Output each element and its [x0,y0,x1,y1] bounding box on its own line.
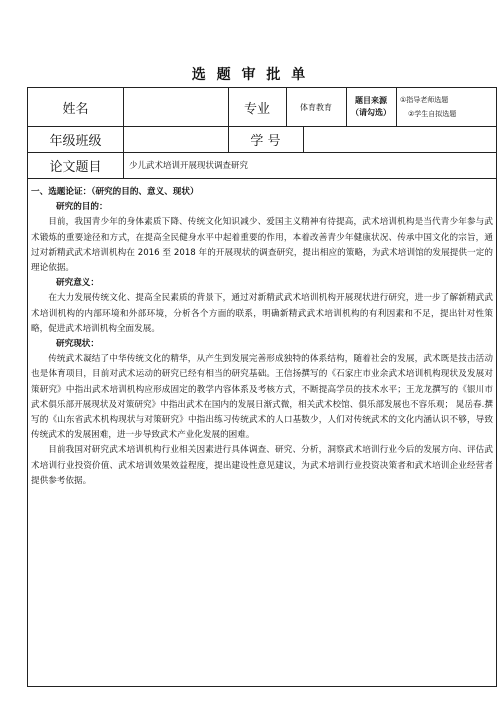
status-heading: 研究现状： [56,339,99,350]
grade-class-label: 年级班级 [49,133,102,149]
topic-argument-section [31,185,493,489]
option-self-topic[interactable]: ②学生自拟选题 [408,110,457,118]
closing-paragraph: 目前我国对研究武术培训机构行业相关因素进行具体调查、研究、分析，洞察武术培训行业今后的发展方向、评估武术培训行业投资价值、武术培训效果效益程度，提出建设性意见建议，为武术培训行业投资决策者和武术培训企业经营者提供参考依据。 [31,445,493,486]
name-field[interactable] [123,88,228,126]
approval-form-table [27,87,497,687]
major-value: 体育教育 [300,102,332,112]
option-advisor-topic[interactable]: ①指导老师选题 [400,96,449,104]
purpose-paragraph: 目前，我国青少年的身体素质下降、传统文化知识减少、爱国主义精神有待提高，武术培训机构是当代青少年参与武术锻炼的重要途径和方式，在提高全民健身水平中起着重要的作用，本着改善青少年健康状况、传承中国文化的宗旨，通过对新精武武术培训机构在 2016 至 2018 年的开展现状的调查研究，提出相应的策略，为武术培训馆的发展提供一定的理论依据。 [31,217,493,274]
purpose-heading: 研究的目的： [56,202,108,213]
topic-source-options [396,88,498,126]
student-id-field[interactable] [303,126,498,152]
student-id-label: 学 号 [250,133,281,149]
topic-source-label: 题目来源（请勾选） [351,96,391,117]
section-heading: 一、选题论证：（研究的目的、意义、现状） [31,187,199,197]
form-title: 选 题 审 批 单 [191,67,309,83]
status-paragraph: 传统武术凝结了中华传统文化的精华，从产生到发展完善形成独特的体系结构，随着社会的发展，武术既是技击活动也是体育项目，目前对武术运动的研究已经有相当的研究基础。王信扬撰写的《石家庄市业余武术培训机构现状及发展对策研究》中指出武术培训机构应形成固定的教学内容体系及考核方式，不断提高学员的技术水平；王龙龙撰写的《银川市武术俱乐部开展现状及对策研究》中指出武术在国内的发展日渐式微，相关武术校馆、俱乐部发展也不容乐观； 晁岳春.撰写的《山东省武术机构现状与对策研究》中指出练习传统武术的人口基数少，人们对传统武术的文化内涵认识不够，导致传统武术的发展困难，进一步导致武术产业化发展的困难。 [31,354,493,441]
significance-paragraph: 在大力发展传统文化、提高全民素质的背景下，通过对新精武武术培训机构开展现状进行研究，进一步了解新精武武术培训机构的内部环境和外部环境，分析各个方面的联系，明确新精武武术培训机构的有利因素和不足，提出针对性策略，促进武术培训机构全面发展。 [31,293,493,334]
thesis-title-label: 论文题目 [49,159,102,175]
significance-heading: 研究意义： [56,278,99,289]
column-divider [346,88,347,126]
thesis-title-value: 少儿武术培训开展现状调查研究 [129,161,249,171]
name-label: 姓名 [62,101,89,117]
grade-class-field[interactable] [123,126,228,152]
row-divider [28,178,496,179]
major-label: 专业 [243,101,270,117]
